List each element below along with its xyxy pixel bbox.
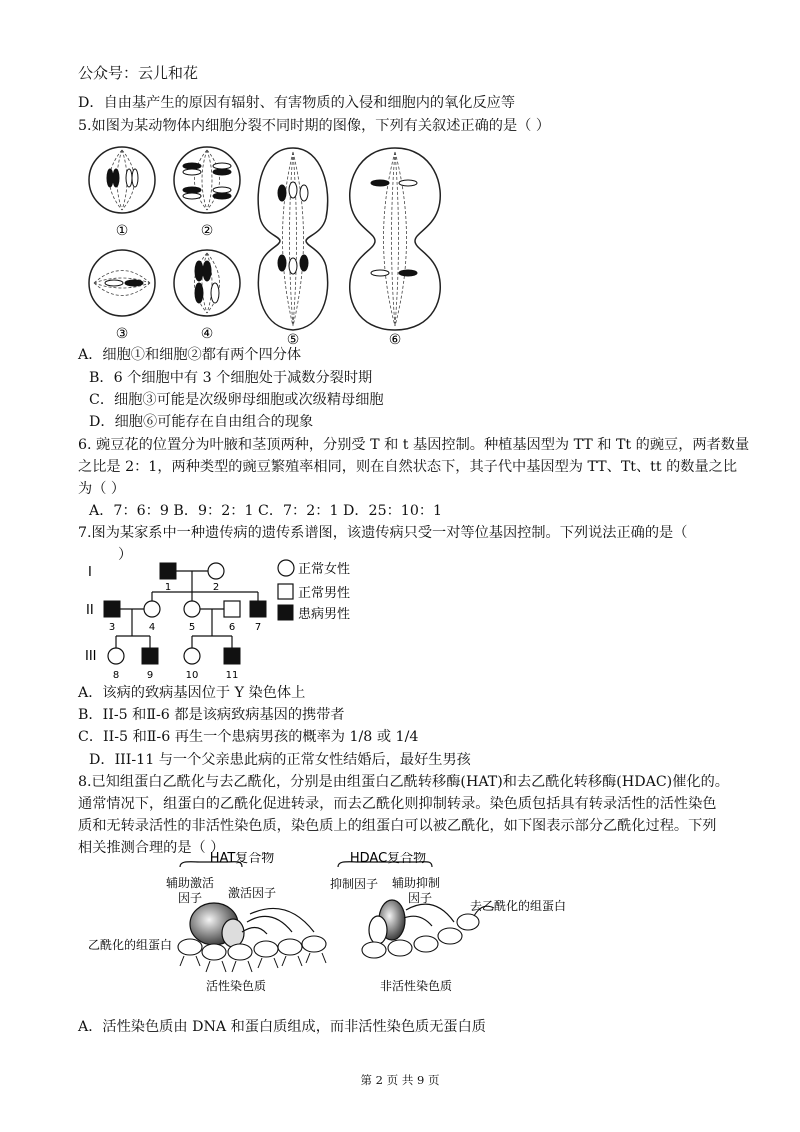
question-8-line-3: 质和无转录活性的非活性染色质，染色质上的组蛋白可以被乙酰化，如下图表示部分乙酰化过程。下列 [78, 818, 717, 834]
activator-label: 激活因子 [228, 886, 277, 900]
gen-II: II [86, 603, 94, 618]
q5-option-c: C．细胞③可能是次级卵母细胞或次级精母细胞 [89, 392, 384, 408]
individual-3: 3 [108, 622, 116, 633]
cell-label-6: ⑥ [388, 332, 402, 348]
cell-label-5: ⑤ [286, 332, 300, 348]
q8-option-a: A．活性染色质由 DNA 和蛋白质组成，而非活性染色质无蛋白质 [78, 1019, 486, 1035]
q5-option-d: D．细胞⑥可能存在自由组合的现象 [89, 414, 314, 430]
cell-label-2: ② [200, 223, 214, 239]
question-5-stem: 5.如图为某动物体内细胞分裂不同时期的图像，下列有关叙述正确的是（ ） [78, 118, 551, 134]
cell-label-1: ① [115, 223, 129, 239]
q6-options: A．7：6：9 B．9：2：1 C．7：2：1 D．25：10：1 [89, 503, 443, 519]
page-header: 公众号：云儿和花 [78, 64, 199, 82]
inactive-chromatin-label: 非活性染色质 [380, 979, 453, 993]
individual-11: 11 [225, 670, 239, 681]
individual-2: 2 [212, 582, 220, 593]
individual-10: 10 [185, 670, 199, 681]
q7-option-a: A．该病的致病基因位于 Y 染色体上 [78, 685, 306, 701]
individual-8: 8 [112, 670, 120, 681]
pedigree-chart [84, 556, 384, 684]
legend-normal-male: 正常男性 [298, 586, 351, 601]
page-footer: 第 2 页 共 9 页 [360, 1073, 440, 1087]
question-7-line-1: 7.图为某家系中一种遗传病的遗传系谱图，该遗传病只受一对等位基因控制。下列说法正确的是（ [78, 525, 688, 541]
cell-division-figure [82, 138, 482, 348]
individual-7: 7 [254, 622, 262, 633]
q7-option-c: C．II-5 和Ⅱ-6 再生一个患病男孩的概率为 1/8 或 1/4 [78, 729, 419, 745]
question-6-line-3: 为（ ） [78, 481, 126, 497]
acetylated-histone-label: 乙酰化的组蛋白 [88, 938, 173, 952]
individual-5: 5 [188, 622, 196, 633]
gen-I: I [88, 565, 92, 580]
individual-9: 9 [146, 670, 154, 681]
question-6-line-2: 之比是 2：1，两种类型的豌豆繁殖率相同，则在自然状态下，其子代中基因型为 TT、Tt、tt 的数量之比 [78, 459, 738, 475]
gen-III: III [85, 649, 97, 664]
cell-label-4: ④ [200, 326, 214, 342]
individual-1: 1 [164, 582, 172, 593]
histone-acetylation-figure [82, 852, 582, 1004]
question-6-line-1: 6. 豌豆花的位置分为叶腋和茎顶两种，分别受 T 和 t 基因控制。种植基因型为 TT 和 Tt 的豌豆，两者数量 [78, 437, 750, 453]
q5-option-b: B．6 个细胞中有 3 个细胞处于减数分裂时期 [89, 370, 373, 386]
deacetylated-histone-label: 去乙酰化的组蛋白 [470, 899, 567, 913]
q5-option-a: A．细胞①和细胞②都有两个四分体 [78, 347, 302, 363]
corepressor-label-line2: 因子 [408, 891, 433, 905]
legend-normal-female: 正常女性 [298, 562, 351, 577]
repressor-label: 抑制因子 [330, 877, 379, 891]
question-8-line-2: 通常情况下，组蛋白的乙酰化促进转录，而去乙酰化则抑制转录。染色质包括具有转录活性的活性染色 [78, 796, 717, 812]
hat-complex-label: HAT复合物 [209, 852, 275, 866]
active-chromatin-label: 活性染色质 [206, 979, 267, 993]
question-8-line-4: 相关推测合理的是（ ） [78, 840, 225, 856]
individual-4: 4 [148, 622, 156, 633]
q4-option-d: D．自由基产生的原因有辐射、有害物质的入侵和细胞内的氧化反应等 [78, 95, 516, 111]
coactivator-label-line2: 因子 [178, 891, 203, 905]
legend-affected-male: 患病男性 [298, 607, 351, 622]
hdac-complex-label: HDAC复合物 [349, 852, 427, 866]
coactivator-label-line1: 辅助激活 [166, 876, 215, 890]
question-7-line-2: ） [118, 547, 133, 563]
q7-option-d: D．III-11 与一个父亲患此病的正常女性结婚后，最好生男孩 [89, 752, 471, 768]
question-8-line-1: 8.已知组蛋白乙酰化与去乙酰化，分别是由组蛋白乙酰转移酶(HAT)和去乙酰化转移酶(HDAC)催化的。 [78, 774, 729, 790]
corepressor-label-line1: 辅助抑制 [392, 876, 441, 890]
q7-option-b: B．II-5 和Ⅱ-6 都是该病致病基因的携带者 [78, 707, 345, 723]
individual-6: 6 [228, 622, 236, 633]
cell-label-3: ③ [115, 326, 129, 342]
